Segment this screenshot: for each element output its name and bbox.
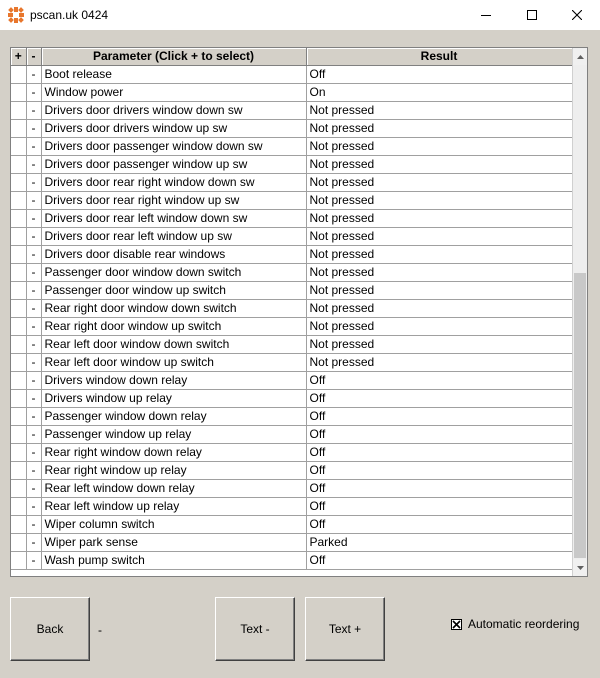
close-icon xyxy=(572,10,582,20)
row-plus-cell[interactable] xyxy=(11,408,26,426)
row-plus-cell[interactable] xyxy=(11,300,26,318)
table-row[interactable] xyxy=(11,102,572,120)
row-result-cell: Not pressed xyxy=(306,246,572,264)
row-result-cell: Off xyxy=(306,480,572,498)
row-parameter-cell: Window power xyxy=(41,84,306,102)
row-plus-cell[interactable] xyxy=(11,102,26,120)
row-plus-cell[interactable] xyxy=(11,246,26,264)
row-minus-cell[interactable]: - xyxy=(26,138,41,156)
row-parameter-cell: Wiper park sense xyxy=(41,534,306,552)
client-area xyxy=(0,30,600,678)
row-plus-cell[interactable] xyxy=(11,426,26,444)
table-row[interactable] xyxy=(11,444,572,462)
row-minus-cell[interactable]: - xyxy=(26,426,41,444)
text-plus-button[interactable]: Text + xyxy=(305,597,385,661)
header-parameter[interactable]: Parameter (Click + to select) xyxy=(41,48,306,66)
table-row[interactable] xyxy=(11,426,572,444)
row-parameter-cell: Drivers door passenger window up sw xyxy=(41,156,306,174)
row-result-cell: Not pressed xyxy=(306,228,572,246)
row-minus-cell[interactable]: - xyxy=(26,174,41,192)
row-parameter-cell: Rear right window down relay xyxy=(41,444,306,462)
row-minus-cell[interactable]: - xyxy=(26,336,41,354)
row-plus-cell[interactable] xyxy=(11,192,26,210)
row-result-cell: Off xyxy=(306,516,572,534)
row-plus-cell[interactable] xyxy=(11,210,26,228)
row-minus-cell[interactable]: - xyxy=(26,318,41,336)
table-row[interactable] xyxy=(11,120,572,138)
table-row[interactable] xyxy=(11,228,572,246)
row-plus-cell[interactable] xyxy=(11,318,26,336)
row-parameter-cell: Boot release xyxy=(41,66,306,84)
row-result-cell: Not pressed xyxy=(306,120,572,138)
maximize-icon xyxy=(527,10,537,20)
vertical-scrollbar[interactable] xyxy=(572,48,587,576)
row-minus-cell[interactable]: - xyxy=(26,498,41,516)
row-minus-cell[interactable]: - xyxy=(26,264,41,282)
row-parameter-cell: Drivers door rear right window down sw xyxy=(41,174,306,192)
row-result-cell: Not pressed xyxy=(306,174,572,192)
row-plus-cell[interactable] xyxy=(11,66,26,84)
row-plus-cell[interactable] xyxy=(11,282,26,300)
minimize-button[interactable] xyxy=(463,0,509,30)
row-result-cell: Not pressed xyxy=(306,192,572,210)
row-minus-cell[interactable]: - xyxy=(26,480,41,498)
table-row[interactable] xyxy=(11,390,572,408)
status-dash-label: - xyxy=(98,623,102,637)
row-parameter-cell: Drivers door drivers window up sw xyxy=(41,120,306,138)
row-parameter-cell: Passenger window down relay xyxy=(41,408,306,426)
window-title: pscan.uk 0424 xyxy=(30,8,109,22)
parameter-table xyxy=(11,48,573,570)
row-parameter-cell: Passenger door window up switch xyxy=(41,282,306,300)
table-row[interactable] xyxy=(11,264,572,282)
automatic-reordering-option[interactable] xyxy=(451,617,579,631)
row-result-cell: Off xyxy=(306,66,572,84)
scroll-down-arrow-icon xyxy=(577,566,584,570)
row-parameter-cell: Drivers window up relay xyxy=(41,390,306,408)
row-result-cell: Not pressed xyxy=(306,102,572,120)
row-minus-cell[interactable]: - xyxy=(26,102,41,120)
row-plus-cell[interactable] xyxy=(11,534,26,552)
row-result-cell: Off xyxy=(306,552,572,570)
row-plus-cell[interactable] xyxy=(11,516,26,534)
row-result-cell: Not pressed xyxy=(306,354,572,372)
table-row[interactable] xyxy=(11,408,572,426)
row-parameter-cell: Rear left window up relay xyxy=(41,498,306,516)
row-plus-cell[interactable] xyxy=(11,138,26,156)
table-header-row xyxy=(11,48,572,66)
table-row[interactable] xyxy=(11,480,572,498)
table-row[interactable] xyxy=(11,282,572,300)
row-minus-cell[interactable]: - xyxy=(26,156,41,174)
table-row[interactable] xyxy=(11,354,572,372)
row-plus-cell[interactable] xyxy=(11,156,26,174)
row-result-cell: Off xyxy=(306,426,572,444)
table-row[interactable] xyxy=(11,462,572,480)
row-parameter-cell: Drivers door drivers window down sw xyxy=(41,102,306,120)
close-button[interactable] xyxy=(554,0,600,30)
row-parameter-cell: Drivers door rear left window down sw xyxy=(41,210,306,228)
table-row[interactable] xyxy=(11,174,572,192)
row-parameter-cell: Rear left door window down switch xyxy=(41,336,306,354)
row-plus-cell[interactable] xyxy=(11,84,26,102)
automatic-reordering-checkbox[interactable] xyxy=(451,619,462,630)
row-plus-cell[interactable] xyxy=(11,480,26,498)
row-minus-cell[interactable]: - xyxy=(26,444,41,462)
table-row[interactable] xyxy=(11,372,572,390)
row-parameter-cell: Drivers door rear left window up sw xyxy=(41,228,306,246)
header-minus[interactable]: - xyxy=(26,48,41,66)
automatic-reordering-label: Automatic reordering xyxy=(468,617,580,631)
row-parameter-cell: Passenger window up relay xyxy=(41,426,306,444)
row-parameter-cell: Rear right door window down switch xyxy=(41,300,306,318)
row-parameter-cell: Wiper column switch xyxy=(41,516,306,534)
row-result-cell: Not pressed xyxy=(306,336,572,354)
row-result-cell: On xyxy=(306,84,572,102)
row-minus-cell[interactable]: - xyxy=(26,354,41,372)
row-result-cell: Not pressed xyxy=(306,318,572,336)
checkmark-x-icon xyxy=(452,620,461,629)
row-parameter-cell: Rear right window up relay xyxy=(41,462,306,480)
row-result-cell: Off xyxy=(306,462,572,480)
row-result-cell: Off xyxy=(306,390,572,408)
row-plus-cell[interactable] xyxy=(11,120,26,138)
header-result[interactable]: Result xyxy=(306,48,572,66)
row-parameter-cell: Rear left door window up switch xyxy=(41,354,306,372)
scrollbar-thumb[interactable] xyxy=(574,273,586,558)
row-minus-cell[interactable]: - xyxy=(26,390,41,408)
row-minus-cell[interactable]: - xyxy=(26,66,41,84)
row-plus-cell[interactable] xyxy=(11,336,26,354)
table-row[interactable] xyxy=(11,210,572,228)
table-row[interactable] xyxy=(11,318,572,336)
row-parameter-cell: Drivers door rear right window up sw xyxy=(41,192,306,210)
table-row[interactable] xyxy=(11,516,572,534)
header-plus[interactable]: + xyxy=(11,48,26,66)
table-row[interactable] xyxy=(11,336,572,354)
row-minus-cell[interactable]: - xyxy=(26,228,41,246)
row-result-cell: Off xyxy=(306,498,572,516)
row-plus-cell[interactable] xyxy=(11,372,26,390)
table-row[interactable] xyxy=(11,192,572,210)
row-result-cell: Not pressed xyxy=(306,264,572,282)
minimize-icon xyxy=(481,10,491,20)
row-result-cell: Not pressed xyxy=(306,210,572,228)
title-bar xyxy=(0,0,600,30)
row-minus-cell[interactable]: - xyxy=(26,408,41,426)
row-parameter-cell: Wash pump switch xyxy=(41,552,306,570)
row-plus-cell[interactable] xyxy=(11,498,26,516)
row-parameter-cell: Rear left window down relay xyxy=(41,480,306,498)
row-plus-cell[interactable] xyxy=(11,228,26,246)
row-minus-cell[interactable]: - xyxy=(26,84,41,102)
maximize-button[interactable] xyxy=(509,0,555,30)
row-result-cell: Not pressed xyxy=(306,156,572,174)
table-row[interactable] xyxy=(11,156,572,174)
pscan-logo-icon xyxy=(8,7,24,23)
scroll-down-button[interactable] xyxy=(573,559,588,576)
table-row[interactable] xyxy=(11,552,572,570)
parameter-grid xyxy=(10,47,588,577)
row-minus-cell[interactable]: - xyxy=(26,192,41,210)
scroll-up-button[interactable] xyxy=(573,48,588,65)
table-row[interactable] xyxy=(11,300,572,318)
text-minus-button[interactable]: Text - xyxy=(215,597,295,661)
table-row[interactable] xyxy=(11,246,572,264)
row-minus-cell[interactable]: - xyxy=(26,534,41,552)
table-row[interactable] xyxy=(11,138,572,156)
row-plus-cell[interactable] xyxy=(11,264,26,282)
row-parameter-cell: Drivers door passenger window down sw xyxy=(41,138,306,156)
row-minus-cell[interactable]: - xyxy=(26,462,41,480)
row-plus-cell[interactable] xyxy=(11,354,26,372)
row-minus-cell[interactable]: - xyxy=(26,516,41,534)
table-row[interactable] xyxy=(11,66,572,84)
table-row[interactable] xyxy=(11,498,572,516)
row-result-cell: Not pressed xyxy=(306,138,572,156)
row-result-cell: Not pressed xyxy=(306,300,572,318)
row-minus-cell[interactable]: - xyxy=(26,552,41,570)
row-minus-cell[interactable]: - xyxy=(26,282,41,300)
row-parameter-cell: Drivers door disable rear windows xyxy=(41,246,306,264)
row-minus-cell[interactable]: - xyxy=(26,300,41,318)
row-parameter-cell: Passenger door window down switch xyxy=(41,264,306,282)
row-parameter-cell: Drivers window down relay xyxy=(41,372,306,390)
row-result-cell: Off xyxy=(306,444,572,462)
row-minus-cell[interactable]: - xyxy=(26,246,41,264)
table-row[interactable] xyxy=(11,84,572,102)
scroll-up-arrow-icon xyxy=(577,55,584,59)
table-row[interactable] xyxy=(11,534,572,552)
row-minus-cell[interactable]: - xyxy=(26,210,41,228)
row-plus-cell[interactable] xyxy=(11,552,26,570)
row-result-cell: Off xyxy=(306,408,572,426)
row-minus-cell[interactable]: - xyxy=(26,372,41,390)
row-minus-cell[interactable]: - xyxy=(26,120,41,138)
back-button[interactable]: Back xyxy=(10,597,90,661)
row-result-cell: Off xyxy=(306,372,572,390)
row-plus-cell[interactable] xyxy=(11,390,26,408)
row-plus-cell[interactable] xyxy=(11,444,26,462)
row-plus-cell[interactable] xyxy=(11,462,26,480)
row-result-cell: Not pressed xyxy=(306,282,572,300)
row-plus-cell[interactable] xyxy=(11,174,26,192)
row-result-cell: Parked xyxy=(306,534,572,552)
row-parameter-cell: Rear right door window up switch xyxy=(41,318,306,336)
